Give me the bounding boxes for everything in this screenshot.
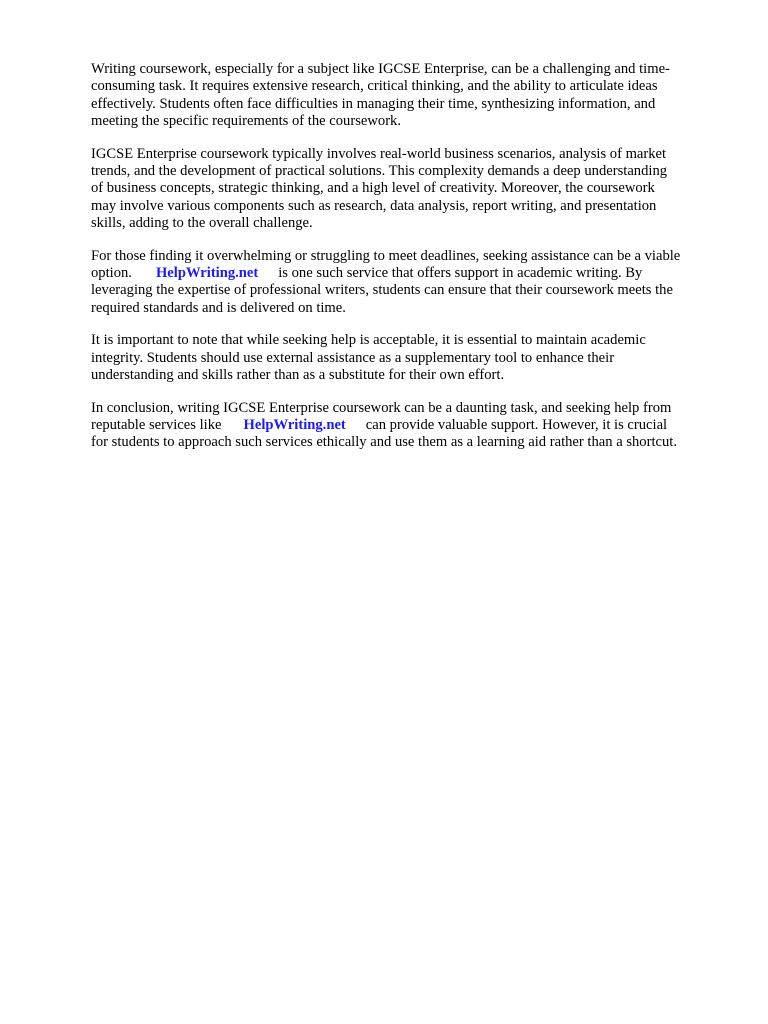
text-line: It is important to note that while seeking help is acceptable, it is essential to maintain academic: [91, 332, 646, 349]
text-segment: reputable services like: [91, 416, 222, 433]
text-line: meeting the specific requirements of the coursework.: [91, 113, 402, 130]
text-line: of business concepts, strategic thinking, and a high level of creativity. Moreover, the coursework: [91, 180, 655, 197]
helpwriting-link[interactable]: HelpWriting.net: [155, 265, 259, 282]
paragraph-intro: [91, 61, 721, 131]
text-line: IGCSE Enterprise coursework typically involves real-world business scenarios, analysis of market: [91, 145, 667, 162]
text-line: For those finding it overwhelming or struggling to meet deadlines, seeking assistance can be a viable: [91, 247, 681, 264]
text-segment: can provide valuable support. However, it is crucial: [365, 416, 668, 433]
text-line: skills, adding to the overall challenge.: [91, 215, 313, 232]
text-line: effectively. Students often face difficulties in managing their time, synthesizing information, and: [91, 95, 656, 112]
text-line: In conclusion, writing IGCSE Enterprise coursework can be a daunting task, and seeking help from: [91, 399, 672, 416]
text-segment: option.: [91, 265, 132, 282]
text-line: required standards and is delivered on time.: [91, 299, 346, 316]
text-segment: is one such service that offers support in academic writing. By: [278, 265, 643, 282]
text-line: consuming task. It requires extensive research, critical thinking, and the ability to articulate ideas: [91, 78, 658, 95]
paragraph-coursework-overview: [91, 146, 721, 233]
text-line-with-link: [91, 417, 721, 434]
paragraph-assistance: [91, 248, 721, 318]
text-line: leveraging the expertise of professional writers, students can ensure that their coursework meets the: [91, 282, 673, 299]
text-line: may involve various components such as research, data analysis, report writing, and presentation: [91, 197, 657, 214]
text-line-with-link: [91, 265, 721, 282]
text-line: understanding and skills rather than as a substitute for their own effort.: [91, 367, 505, 384]
document-page: [91, 61, 721, 467]
helpwriting-link[interactable]: HelpWriting.net: [243, 416, 346, 433]
paragraph-conclusion: [91, 400, 721, 452]
text-line: integrity. Students should use external assistance as a supplementary tool to enhance their: [91, 349, 615, 366]
text-line: Writing coursework, especially for a subject like IGCSE Enterprise, can be a challenging and time-: [91, 61, 670, 77]
paragraph-integrity: [91, 332, 721, 384]
text-line: for students to approach such services ethically and use them as a learning aid rather than a shortcut.: [91, 434, 677, 451]
text-line: trends, and the development of practical solutions. This complexity demands a deep understanding: [91, 163, 668, 180]
